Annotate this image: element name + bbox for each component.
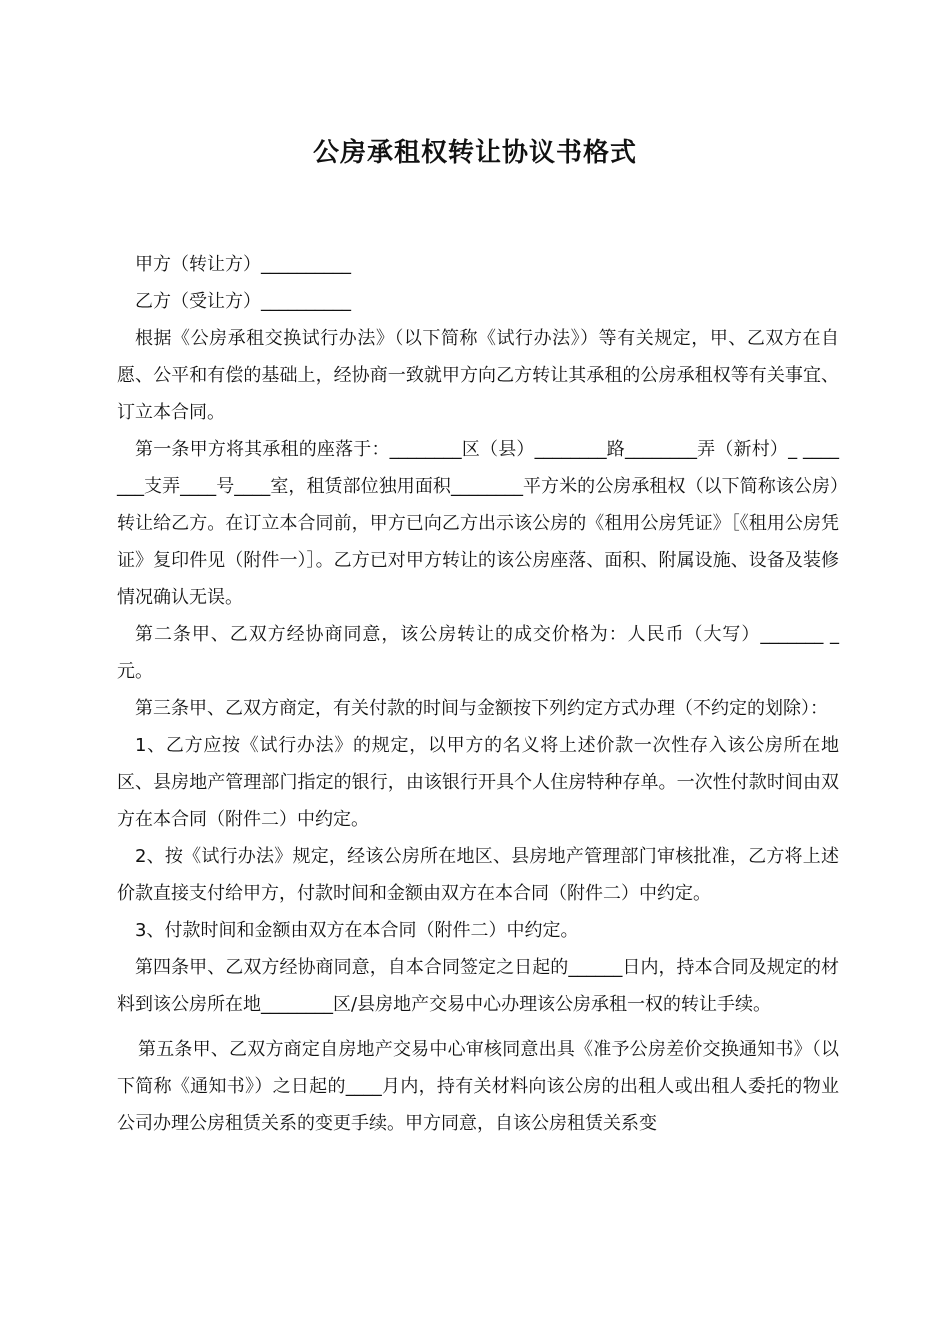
preamble-paragraph: 根据《公房承租交换试行办法》（以下简称《试行办法》）等有关规定，甲、乙双方在自愿、公平和有偿的基础上，经协商一致就甲方向乙方转让其承租的公房承租权等有关事宜、订立本合同。 — [117, 328, 839, 423]
party-a-line: 甲方（转让方）__________ — [135, 254, 351, 275]
article-3-item-2: 2、按《试行办法》规定，经该公房所在地区、县房地产管理部门审核批准，乙方将上述价款直接支付给甲方，付款时间和金额由双方在本合同（附件二）中约定。 — [117, 846, 839, 904]
article-1-paragraph: 第一条甲方将其承租的座落于：________区（县）________路________弄（新村）_ _______支弄____号____室，租赁部位独用面积________平方米的公房承租权（以下简称该公房）转让给乙方。在订立本合同前，甲方已向乙方出示该公房的《租用公房凭证》［《租用公房凭证》复印件见（附件一）］。乙方已对甲方转让的该公房座落、面积、附属设施、设备及装修情况确认无误。 — [117, 439, 839, 608]
document-title: 公房承租权转让协议书格式 — [312, 138, 637, 168]
article-3-item-3: 3、付款时间和金额由双方在本合同（附件二）中约定。 — [135, 920, 579, 941]
party-b-line: 乙方（受让方）__________ — [135, 291, 351, 312]
article-2-paragraph: 第二条甲、乙双方经协商同意，该公房转让的成交价格为：人民币（大写）_______ _元。 — [117, 624, 839, 682]
article-5-paragraph: 第五条甲、乙双方商定自房地产交易中心审核同意出具《准予公房差价交换通知书》（以下简称《通知书》）之日起的____月内，持有关材料向该公房的出租人或出租人委托的物业公司办理公房租赁关系的变更手续。甲方同意，自该公房租赁关系变 — [117, 1039, 839, 1134]
article-4-paragraph: 第四条甲、乙双方经协商同意，自本合同签定之日起的______日内，持本合同及规定的材料到该公房所在地________区/县房地产交易中心办理该公房承租一权的转让手续。 — [117, 957, 839, 1015]
article-3-item-1: 1、乙方应按《试行办法》的规定，以甲方的名义将上述价款一次性存入该公房所在地区、县房地产管理部门指定的银行，由该银行开具个人住房特种存单。一次性付款时间由双方在本合同（附件二）中约定。 — [117, 735, 839, 830]
document-body — [117, 246, 839, 1142]
article-3-paragraph: 第三条甲、乙双方商定，有关付款的时间与金额按下列约定方式办理（不约定的划除）： — [135, 698, 828, 719]
